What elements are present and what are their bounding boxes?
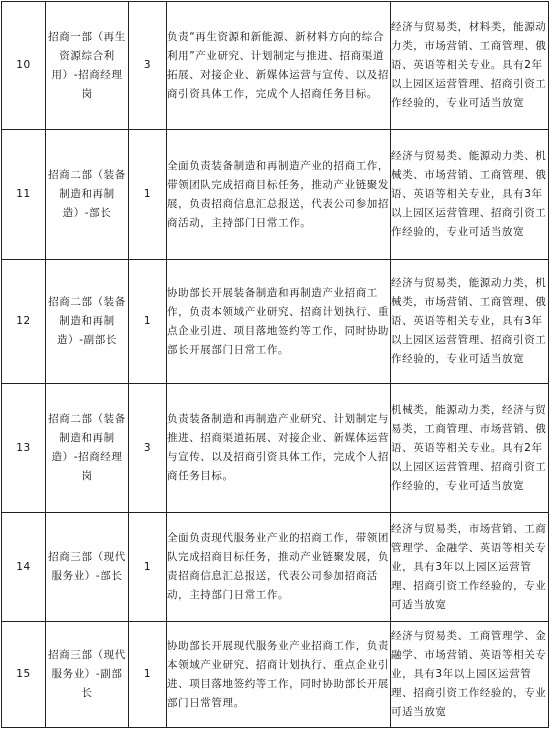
duty-text: 全面负责装备制造和再制造产业的招商工作，带领团队完成招商目标任务，推动产业链聚发展，负责招商信息汇总报送，代表公司参加招商活动，主持部门日常工作。 xyxy=(167,159,389,229)
duty-text: 协助部长开展现代服务业产业招商工作，负责本领域产业研究、招商计划执行、重点企业引进、项目落地签约等工作，同时协助部长开展部门日常管理。 xyxy=(167,639,389,709)
row-number: 15 xyxy=(2,622,46,728)
table-row xyxy=(2,622,549,728)
duty-text: 全面负责现代服务业产业的招商工作，带领团队完成招商目标任务，推动产业链聚发展，负责招商信息汇总报送，代表公司参加招商活动，主持部门日常工作。 xyxy=(167,532,389,601)
position-cell xyxy=(46,622,129,728)
requirement-text: 经济与贸易类、工商管理学、金融学、市场营销、英语等相关专业，具有3年以上园区运营管理、招商引资工作经验的，专业可适当放宽 xyxy=(391,630,547,718)
position-name: 招商二部（装备制造和再制造）-招商经理岗 xyxy=(48,413,126,482)
headcount-cell: 1 xyxy=(129,130,167,260)
table-row xyxy=(2,513,549,622)
table-row xyxy=(2,260,549,384)
headcount-cell: 1 xyxy=(129,622,167,728)
requirement-text: 经济与贸易类，市场营销、工商管理学、金融学、英语等相关专业，具有3年以上园区运营管理、招商引资工作经验的，专业可适当放宽 xyxy=(391,522,547,611)
requirement-text: 经济与贸易类，能源动力类，机械类，市场营销、工商管理、俄语、英语等相关专业，具有3年以上园区运营管理、招商引资工作经验的，专业可适当放宽 xyxy=(391,277,547,365)
position-name: 招商三部（现代服务业）-部长 xyxy=(48,551,126,582)
requirement-cell xyxy=(391,260,549,384)
requirement-text: 机械类，能源动力类，经济与贸易类，工商管理、市场营销、俄语、英语等相关专业。具有2年以上园区运营管理、招商引资工作经验的，专业可适当放宽 xyxy=(391,403,547,492)
position-cell xyxy=(46,260,129,384)
position-name: 招商三部（现代服务业）-副部长 xyxy=(48,649,126,699)
requirement-cell xyxy=(391,130,549,260)
duty-cell xyxy=(167,130,391,260)
duty-text: 负责“再生资源和新能源、新材料方向的综合利用”产业研究、计划制定与推进、招商渠道拓展、对接企业、新媒体运营与宣传、以及招商引资具体工作，完成个人招商任务目标。 xyxy=(167,30,389,100)
position-name: 招商二部（装备制造和再制造）-副部长 xyxy=(48,296,126,346)
row-number: 10 xyxy=(2,2,46,130)
position-cell xyxy=(46,384,129,513)
requirement-text: 经济与贸易类、能源动力类、机械类、市场营销、工商管理、俄语、英语等相关专业，具有3年以上园区运营管理、招商引资工作经验的，专业可适当放宽 xyxy=(391,150,547,238)
headcount-cell: 3 xyxy=(129,384,167,513)
duty-cell xyxy=(167,622,391,728)
requirement-cell xyxy=(391,384,549,513)
position-name: 招商一部（再生资源综合利用）-招商经理岗 xyxy=(48,30,126,100)
position-cell xyxy=(46,2,129,130)
requirement-cell xyxy=(391,2,549,130)
row-number: 11 xyxy=(2,130,46,260)
row-number: 13 xyxy=(2,384,46,513)
duty-cell xyxy=(167,260,391,384)
headcount-cell: 3 xyxy=(129,2,167,130)
duty-cell xyxy=(167,513,391,622)
position-cell xyxy=(46,130,129,260)
duty-cell xyxy=(167,384,391,513)
headcount-cell: 1 xyxy=(129,513,167,622)
recruitment-table xyxy=(1,1,549,728)
duty-text: 协助部长开展装备制造和再制造产业招商工作，负责本领域产业研究、招商计划执行、重点企业引进、项目落地签约等工作，同时协助部长开展部门日常工作。 xyxy=(167,286,389,356)
duty-text: 负责装备制造和再制造产业研究、计划制定与推进、招商渠道拓展、对接企业、新媒体运营与宣传、以及招商引资具体工作，完成个人招商任务目标。 xyxy=(167,413,389,482)
position-cell xyxy=(46,513,129,622)
headcount-cell: 1 xyxy=(129,260,167,384)
table-row xyxy=(2,2,549,130)
table-row xyxy=(2,130,549,260)
position-name: 招商二部（装备制造和再制造）-部长 xyxy=(48,169,126,219)
duty-cell xyxy=(167,2,391,130)
row-number: 14 xyxy=(2,513,46,622)
requirement-cell xyxy=(391,513,549,622)
table-row xyxy=(2,384,549,513)
requirement-text: 经济与贸易类，材料类，能源动力类，市场营销、工商管理、俄语、英语等相关专业。具有2年以上园区运营管理、招商引资工作经验的，专业可适当放宽 xyxy=(391,21,547,109)
row-number: 12 xyxy=(2,260,46,384)
requirement-cell xyxy=(391,622,549,728)
